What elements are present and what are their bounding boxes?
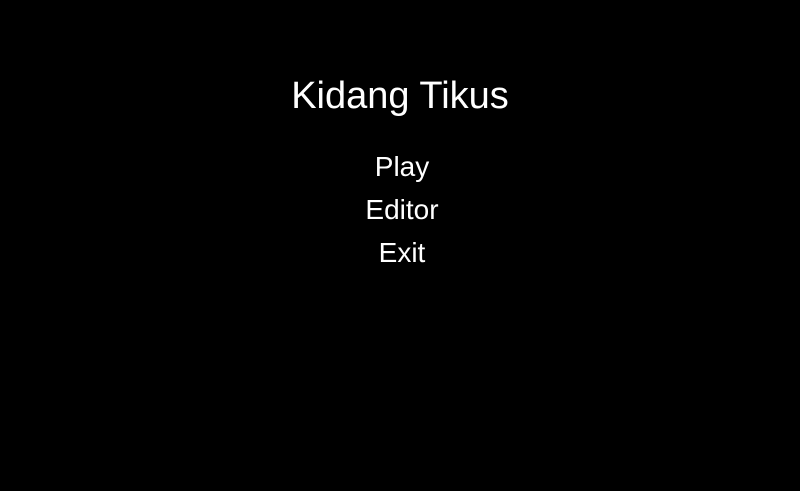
menu-item-exit[interactable]: Exit — [378, 237, 426, 268]
main-menu — [0, 145, 800, 274]
menu-item-play[interactable]: Play — [374, 151, 430, 182]
menu-item-editor[interactable]: Editor — [365, 194, 439, 225]
game-title: Kidang Tikus — [291, 75, 509, 117]
